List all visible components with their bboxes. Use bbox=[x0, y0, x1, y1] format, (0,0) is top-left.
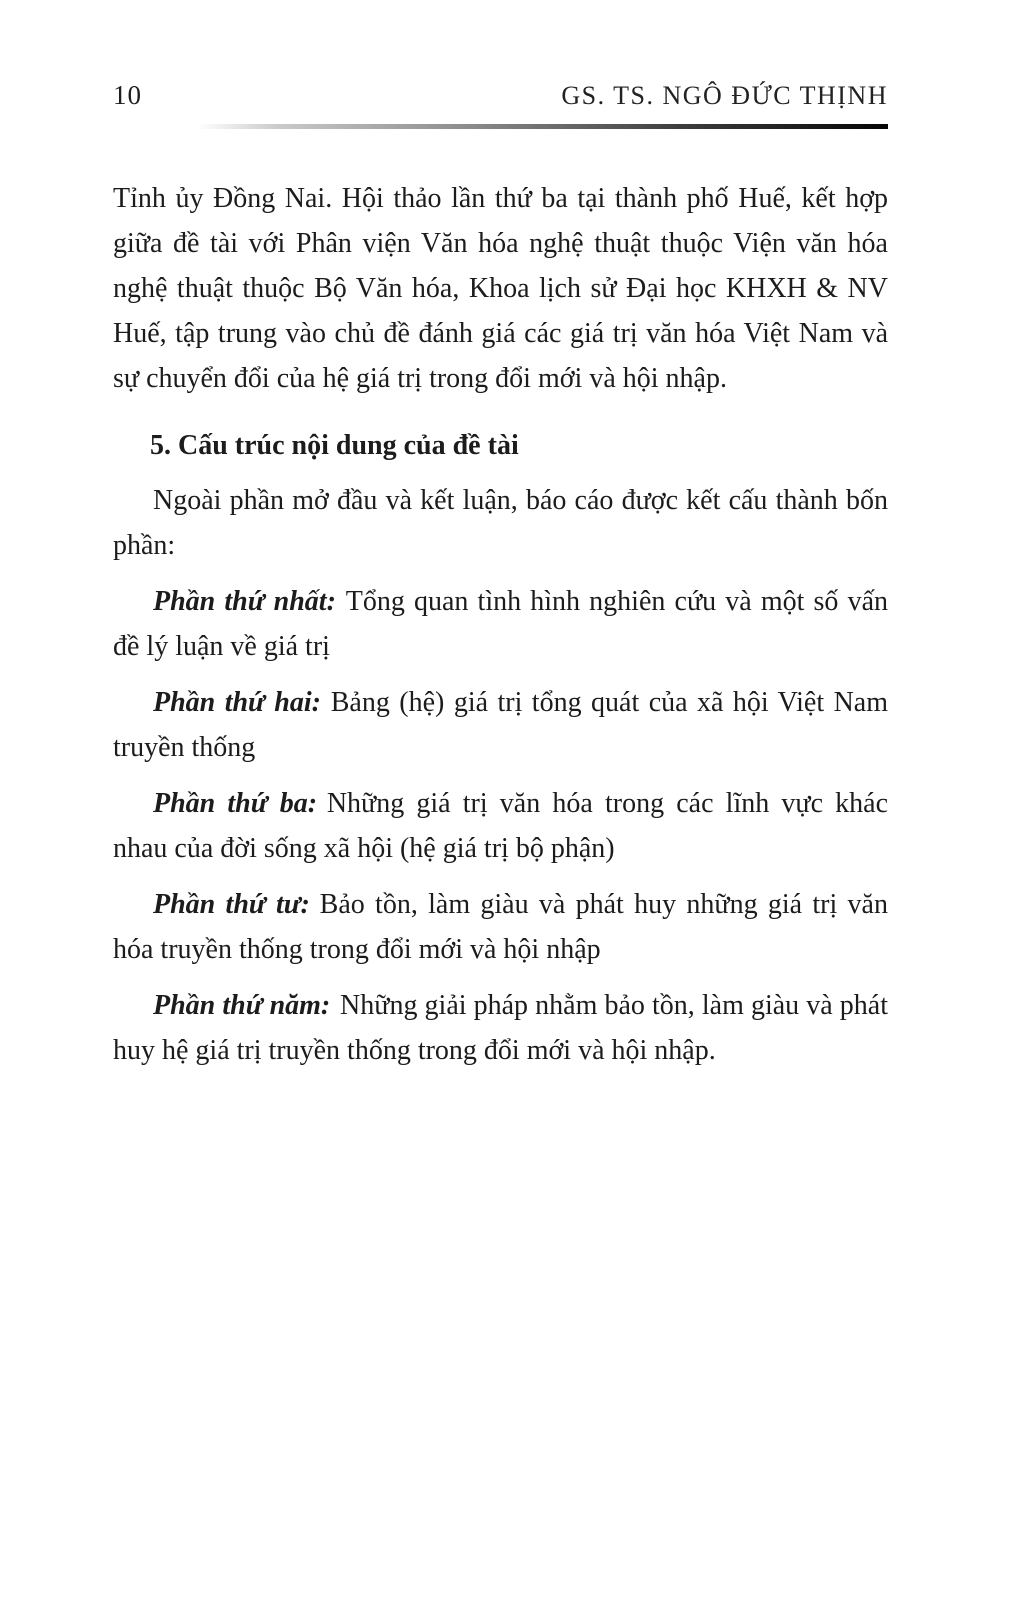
part-paragraph-3 bbox=[113, 781, 888, 871]
intro-paragraph: Tỉnh ủy Đồng Nai. Hội thảo lần thứ ba tại thành phố Huế, kết hợp giữa đề tài với Phân viện Văn hóa nghệ thuật thuộc Viện văn hóa nghệ thuật thuộc Bộ Văn hóa, Khoa lịch sử Đại học KHXH & NV Huế, tập trung vào chủ đề đánh giá các giá trị văn hóa Việt Nam và sự chuyển đổi của hệ giá trị trong đổi mới và hội nhập. bbox=[113, 183, 888, 394]
page-body bbox=[113, 176, 888, 1084]
page-number: 10 bbox=[113, 80, 142, 110]
part-4-text: Bảo tồn, làm giàu và phát huy những giá trị văn hóa truyền thống trong đổi mới và hội nhập bbox=[113, 889, 888, 965]
running-header-author: GS. TS. NGÔ ĐỨC THỊNH bbox=[561, 81, 888, 110]
part-paragraph-2 bbox=[113, 680, 888, 770]
part-2-text: Bảng (hệ) giá trị tổng quát của xã hội Việt Nam truyền thống bbox=[113, 687, 888, 763]
part-4-label: Phần thứ tư: bbox=[153, 889, 310, 920]
section-heading: 5. Cấu trúc nội dung của đề tài bbox=[150, 430, 519, 461]
page-header bbox=[113, 80, 888, 111]
part-paragraph-5 bbox=[113, 983, 888, 1073]
part-1-text: Tổng quan tình hình nghiên cứu và một số vấn đề lý luận về giá trị bbox=[113, 586, 889, 662]
part-3-label: Phần thứ ba: bbox=[153, 788, 318, 819]
part-3-text: Những giá trị văn hóa trong các lĩnh vực khác nhau của đời sống xã hội (hệ giá trị bộ phận) bbox=[113, 788, 889, 864]
part-1-label: Phần thứ nhất: bbox=[153, 586, 336, 617]
header-rule-divider bbox=[197, 124, 888, 129]
part-5-text: Những giải pháp nhằm bảo tồn, làm giàu và phát huy hệ giá trị truyền thống trong đổi mới và hội nhập. bbox=[113, 990, 888, 1066]
lead-paragraph: Ngoài phần mở đầu và kết luận, báo cáo được kết cấu thành bốn phần: bbox=[113, 485, 888, 561]
part-paragraph-1 bbox=[113, 579, 888, 669]
part-5-label: Phần thứ năm: bbox=[153, 990, 331, 1021]
part-paragraph-4 bbox=[113, 882, 888, 972]
part-2-label: Phần thứ hai: bbox=[153, 687, 321, 718]
